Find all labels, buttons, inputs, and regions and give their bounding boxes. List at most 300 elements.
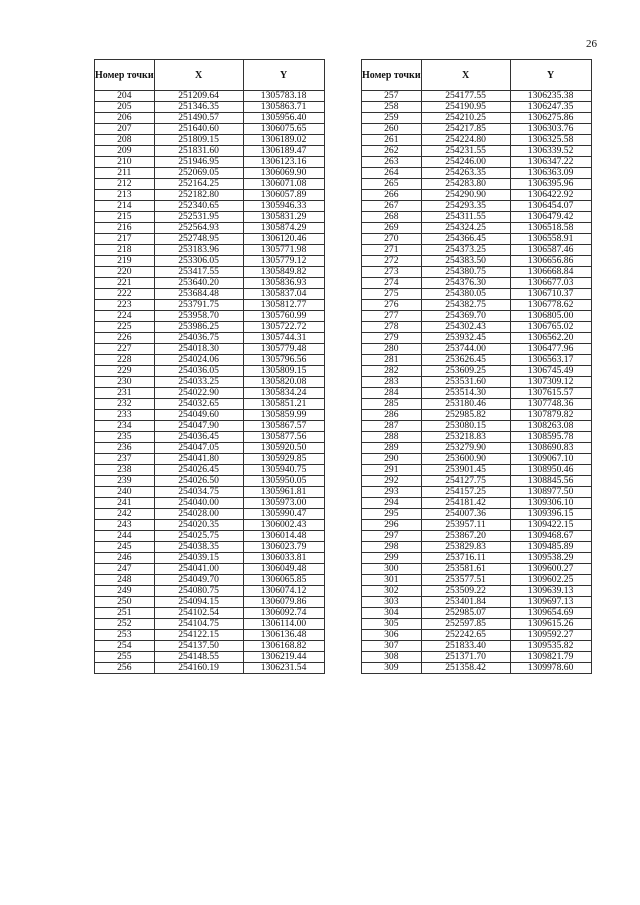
point-number-cell: 227 bbox=[95, 344, 155, 355]
y-coordinate-cell: 1305940.75 bbox=[243, 465, 324, 476]
point-number-cell: 285 bbox=[362, 399, 422, 410]
point-number-cell: 224 bbox=[95, 311, 155, 322]
y-coordinate-cell: 1305796.56 bbox=[243, 355, 324, 366]
table-row bbox=[362, 509, 592, 520]
x-coordinate-cell: 254025.75 bbox=[154, 531, 243, 542]
table-row bbox=[95, 102, 325, 113]
x-coordinate-cell: 253417.55 bbox=[154, 267, 243, 278]
x-coordinate-cell: 254376.30 bbox=[421, 278, 510, 289]
y-coordinate-cell: 1305812.77 bbox=[243, 300, 324, 311]
x-coordinate-cell: 254382.75 bbox=[421, 300, 510, 311]
x-coordinate-cell: 253957.11 bbox=[421, 520, 510, 531]
point-number-cell: 296 bbox=[362, 520, 422, 531]
y-coordinate-cell: 1306120.46 bbox=[243, 234, 324, 245]
point-number-cell: 286 bbox=[362, 410, 422, 421]
table-row bbox=[362, 333, 592, 344]
y-coordinate-cell: 1306745.49 bbox=[510, 366, 591, 377]
table-row bbox=[95, 531, 325, 542]
point-number-cell: 256 bbox=[95, 663, 155, 674]
y-coordinate-cell: 1306074.12 bbox=[243, 586, 324, 597]
table-row bbox=[362, 388, 592, 399]
table-row bbox=[95, 586, 325, 597]
table-row bbox=[362, 234, 592, 245]
x-coordinate-cell: 251490.57 bbox=[154, 113, 243, 124]
table-row bbox=[95, 256, 325, 267]
table-row bbox=[362, 630, 592, 641]
table-row bbox=[362, 91, 592, 102]
point-number-cell: 291 bbox=[362, 465, 422, 476]
x-coordinate-cell: 254026.45 bbox=[154, 465, 243, 476]
x-coordinate-cell: 254020.35 bbox=[154, 520, 243, 531]
page-number: 26 bbox=[586, 38, 597, 50]
y-coordinate-cell: 1306587.46 bbox=[510, 245, 591, 256]
point-number-cell: 303 bbox=[362, 597, 422, 608]
table-row bbox=[362, 641, 592, 652]
table-row bbox=[362, 531, 592, 542]
table-row bbox=[95, 487, 325, 498]
point-number-cell: 305 bbox=[362, 619, 422, 630]
y-coordinate-cell: 1305961.81 bbox=[243, 487, 324, 498]
table-row bbox=[95, 146, 325, 157]
point-number-cell: 220 bbox=[95, 267, 155, 278]
table-row bbox=[95, 113, 325, 124]
point-number-cell: 266 bbox=[362, 190, 422, 201]
y-coordinate-cell: 1306477.96 bbox=[510, 344, 591, 355]
point-number-cell: 304 bbox=[362, 608, 422, 619]
x-coordinate-cell: 253932.45 bbox=[421, 333, 510, 344]
point-number-cell: 207 bbox=[95, 124, 155, 135]
header-point-number: Номер точки bbox=[95, 60, 155, 91]
point-number-cell: 267 bbox=[362, 201, 422, 212]
y-coordinate-cell: 1306710.37 bbox=[510, 289, 591, 300]
x-coordinate-cell: 251809.15 bbox=[154, 135, 243, 146]
point-number-cell: 226 bbox=[95, 333, 155, 344]
y-coordinate-cell: 1306563.17 bbox=[510, 355, 591, 366]
x-coordinate-cell: 254036.05 bbox=[154, 366, 243, 377]
x-coordinate-cell: 254026.50 bbox=[154, 476, 243, 487]
x-coordinate-cell: 253514.30 bbox=[421, 388, 510, 399]
x-coordinate-cell: 253306.05 bbox=[154, 256, 243, 267]
y-coordinate-cell: 1305929.85 bbox=[243, 454, 324, 465]
table-row bbox=[95, 619, 325, 630]
point-number-cell: 295 bbox=[362, 509, 422, 520]
y-coordinate-cell: 1306656.86 bbox=[510, 256, 591, 267]
x-coordinate-cell: 254137.50 bbox=[154, 641, 243, 652]
y-coordinate-cell: 1306363.09 bbox=[510, 168, 591, 179]
table-row bbox=[362, 421, 592, 432]
table-row bbox=[362, 157, 592, 168]
table-row bbox=[362, 212, 592, 223]
y-coordinate-cell: 1305973.00 bbox=[243, 498, 324, 509]
y-coordinate-cell: 1308845.56 bbox=[510, 476, 591, 487]
table-row bbox=[95, 520, 325, 531]
point-number-cell: 243 bbox=[95, 520, 155, 531]
x-coordinate-cell: 253791.75 bbox=[154, 300, 243, 311]
y-coordinate-cell: 1305837.04 bbox=[243, 289, 324, 300]
point-number-cell: 265 bbox=[362, 179, 422, 190]
point-number-cell: 254 bbox=[95, 641, 155, 652]
point-number-cell: 274 bbox=[362, 278, 422, 289]
table-row bbox=[362, 124, 592, 135]
table-row bbox=[95, 663, 325, 674]
x-coordinate-cell: 254148.55 bbox=[154, 652, 243, 663]
table-row bbox=[95, 542, 325, 553]
y-coordinate-cell: 1305863.71 bbox=[243, 102, 324, 113]
point-number-cell: 269 bbox=[362, 223, 422, 234]
table-row bbox=[95, 355, 325, 366]
point-number-cell: 290 bbox=[362, 454, 422, 465]
point-number-cell: 215 bbox=[95, 212, 155, 223]
table-header-row bbox=[362, 60, 592, 91]
table-row bbox=[95, 234, 325, 245]
table-row bbox=[362, 564, 592, 575]
table-row bbox=[95, 124, 325, 135]
y-coordinate-cell: 1309396.15 bbox=[510, 509, 591, 520]
y-coordinate-cell: 1305744.31 bbox=[243, 333, 324, 344]
y-coordinate-cell: 1306002.43 bbox=[243, 520, 324, 531]
y-coordinate-cell: 1305783.18 bbox=[243, 91, 324, 102]
header-y: Y bbox=[243, 60, 324, 91]
table-row bbox=[95, 630, 325, 641]
y-coordinate-cell: 1305836.93 bbox=[243, 278, 324, 289]
table-row bbox=[95, 421, 325, 432]
y-coordinate-cell: 1306049.48 bbox=[243, 564, 324, 575]
y-coordinate-cell: 1305874.29 bbox=[243, 223, 324, 234]
y-coordinate-cell: 1306558.91 bbox=[510, 234, 591, 245]
x-coordinate-cell: 253401.84 bbox=[421, 597, 510, 608]
x-coordinate-cell: 251831.60 bbox=[154, 146, 243, 157]
table-row bbox=[362, 575, 592, 586]
y-coordinate-cell: 1306562.20 bbox=[510, 333, 591, 344]
point-number-cell: 239 bbox=[95, 476, 155, 487]
point-number-cell: 309 bbox=[362, 663, 422, 674]
x-coordinate-cell: 251346.35 bbox=[154, 102, 243, 113]
y-coordinate-cell: 1309978.60 bbox=[510, 663, 591, 674]
point-number-cell: 219 bbox=[95, 256, 155, 267]
y-coordinate-cell: 1309654.69 bbox=[510, 608, 591, 619]
table-row bbox=[95, 608, 325, 619]
table-row bbox=[95, 344, 325, 355]
header-y: Y bbox=[510, 60, 591, 91]
y-coordinate-cell: 1306395.96 bbox=[510, 179, 591, 190]
x-coordinate-cell: 252985.07 bbox=[421, 608, 510, 619]
point-number-cell: 280 bbox=[362, 344, 422, 355]
y-coordinate-cell: 1305849.82 bbox=[243, 267, 324, 278]
point-number-cell: 260 bbox=[362, 124, 422, 135]
y-coordinate-cell: 1306219.44 bbox=[243, 652, 324, 663]
y-coordinate-cell: 1305831.29 bbox=[243, 212, 324, 223]
point-number-cell: 281 bbox=[362, 355, 422, 366]
x-coordinate-cell: 251371.70 bbox=[421, 652, 510, 663]
table-row bbox=[362, 586, 592, 597]
y-coordinate-cell: 1306325.58 bbox=[510, 135, 591, 146]
table-row bbox=[95, 641, 325, 652]
table-row bbox=[362, 223, 592, 234]
point-number-cell: 298 bbox=[362, 542, 422, 553]
point-number-cell: 275 bbox=[362, 289, 422, 300]
x-coordinate-cell: 254224.80 bbox=[421, 135, 510, 146]
table-row bbox=[95, 212, 325, 223]
x-coordinate-cell: 254210.25 bbox=[421, 113, 510, 124]
table-row bbox=[362, 608, 592, 619]
point-number-cell: 264 bbox=[362, 168, 422, 179]
y-coordinate-cell: 1306347.22 bbox=[510, 157, 591, 168]
y-coordinate-cell: 1309602.25 bbox=[510, 575, 591, 586]
table-row bbox=[362, 553, 592, 564]
x-coordinate-cell: 254028.00 bbox=[154, 509, 243, 520]
x-coordinate-cell: 253183.96 bbox=[154, 245, 243, 256]
x-coordinate-cell: 252564.93 bbox=[154, 223, 243, 234]
y-coordinate-cell: 1308595.78 bbox=[510, 432, 591, 443]
x-coordinate-cell: 254373.25 bbox=[421, 245, 510, 256]
x-coordinate-cell: 254049.60 bbox=[154, 410, 243, 421]
point-number-cell: 259 bbox=[362, 113, 422, 124]
y-coordinate-cell: 1306231.54 bbox=[243, 663, 324, 674]
table-row bbox=[362, 410, 592, 421]
x-coordinate-cell: 254007.36 bbox=[421, 509, 510, 520]
point-number-cell: 277 bbox=[362, 311, 422, 322]
x-coordinate-cell: 252597.85 bbox=[421, 619, 510, 630]
table-row bbox=[95, 168, 325, 179]
point-number-cell: 245 bbox=[95, 542, 155, 553]
point-number-cell: 211 bbox=[95, 168, 155, 179]
point-number-cell: 255 bbox=[95, 652, 155, 663]
x-coordinate-cell: 253531.60 bbox=[421, 377, 510, 388]
x-coordinate-cell: 254047.90 bbox=[154, 421, 243, 432]
x-coordinate-cell: 254041.00 bbox=[154, 564, 243, 575]
table-row bbox=[362, 597, 592, 608]
point-number-cell: 271 bbox=[362, 245, 422, 256]
table-row bbox=[362, 465, 592, 476]
x-coordinate-cell: 252985.82 bbox=[421, 410, 510, 421]
table-row bbox=[95, 278, 325, 289]
table-row bbox=[95, 652, 325, 663]
y-coordinate-cell: 1306123.16 bbox=[243, 157, 324, 168]
point-number-cell: 217 bbox=[95, 234, 155, 245]
y-coordinate-cell: 1305990.47 bbox=[243, 509, 324, 520]
y-coordinate-cell: 1306114.00 bbox=[243, 619, 324, 630]
table-row bbox=[362, 146, 592, 157]
point-number-cell: 221 bbox=[95, 278, 155, 289]
table-row bbox=[95, 201, 325, 212]
table-row bbox=[362, 542, 592, 553]
x-coordinate-cell: 253600.90 bbox=[421, 454, 510, 465]
x-coordinate-cell: 253218.83 bbox=[421, 432, 510, 443]
point-number-cell: 214 bbox=[95, 201, 155, 212]
table-row bbox=[362, 476, 592, 487]
y-coordinate-cell: 1306339.52 bbox=[510, 146, 591, 157]
x-coordinate-cell: 254127.75 bbox=[421, 476, 510, 487]
table-row bbox=[362, 245, 592, 256]
table-row bbox=[362, 619, 592, 630]
y-coordinate-cell: 1309306.10 bbox=[510, 498, 591, 509]
y-coordinate-cell: 1309592.27 bbox=[510, 630, 591, 641]
x-coordinate-cell: 252340.65 bbox=[154, 201, 243, 212]
point-number-cell: 236 bbox=[95, 443, 155, 454]
x-coordinate-cell: 254039.15 bbox=[154, 553, 243, 564]
table-row bbox=[362, 454, 592, 465]
x-coordinate-cell: 254383.50 bbox=[421, 256, 510, 267]
x-coordinate-cell: 252069.05 bbox=[154, 168, 243, 179]
point-number-cell: 273 bbox=[362, 267, 422, 278]
y-coordinate-cell: 1306168.82 bbox=[243, 641, 324, 652]
y-coordinate-cell: 1306805.00 bbox=[510, 311, 591, 322]
table-row bbox=[95, 322, 325, 333]
table-row bbox=[95, 432, 325, 443]
x-coordinate-cell: 252182.80 bbox=[154, 190, 243, 201]
x-coordinate-cell: 253901.45 bbox=[421, 465, 510, 476]
x-coordinate-cell: 254369.70 bbox=[421, 311, 510, 322]
x-coordinate-cell: 251946.95 bbox=[154, 157, 243, 168]
point-number-cell: 278 bbox=[362, 322, 422, 333]
y-coordinate-cell: 1306275.86 bbox=[510, 113, 591, 124]
x-coordinate-cell: 254094.15 bbox=[154, 597, 243, 608]
y-coordinate-cell: 1306075.65 bbox=[243, 124, 324, 135]
point-number-cell: 229 bbox=[95, 366, 155, 377]
table-row bbox=[362, 267, 592, 278]
point-number-cell: 279 bbox=[362, 333, 422, 344]
x-coordinate-cell: 254157.25 bbox=[421, 487, 510, 498]
x-coordinate-cell: 254246.00 bbox=[421, 157, 510, 168]
x-coordinate-cell: 254033.25 bbox=[154, 377, 243, 388]
point-number-cell: 225 bbox=[95, 322, 155, 333]
table-row bbox=[362, 366, 592, 377]
y-coordinate-cell: 1307879.82 bbox=[510, 410, 591, 421]
table-row bbox=[95, 190, 325, 201]
point-number-cell: 244 bbox=[95, 531, 155, 542]
x-coordinate-cell: 253626.45 bbox=[421, 355, 510, 366]
table-row bbox=[362, 190, 592, 201]
point-number-cell: 272 bbox=[362, 256, 422, 267]
point-number-cell: 293 bbox=[362, 487, 422, 498]
point-number-cell: 294 bbox=[362, 498, 422, 509]
table-header-row bbox=[95, 60, 325, 91]
point-number-cell: 246 bbox=[95, 553, 155, 564]
table-row bbox=[95, 388, 325, 399]
x-coordinate-cell: 253577.51 bbox=[421, 575, 510, 586]
table-row bbox=[362, 498, 592, 509]
x-coordinate-cell: 254080.75 bbox=[154, 586, 243, 597]
table-row bbox=[95, 498, 325, 509]
point-number-cell: 213 bbox=[95, 190, 155, 201]
y-coordinate-cell: 1305859.99 bbox=[243, 410, 324, 421]
point-number-cell: 252 bbox=[95, 619, 155, 630]
point-number-cell: 230 bbox=[95, 377, 155, 388]
x-coordinate-cell: 254038.35 bbox=[154, 542, 243, 553]
point-number-cell: 270 bbox=[362, 234, 422, 245]
point-number-cell: 282 bbox=[362, 366, 422, 377]
x-coordinate-cell: 251640.60 bbox=[154, 124, 243, 135]
point-number-cell: 235 bbox=[95, 432, 155, 443]
x-coordinate-cell: 254032.65 bbox=[154, 399, 243, 410]
point-number-cell: 302 bbox=[362, 586, 422, 597]
table-row bbox=[95, 91, 325, 102]
y-coordinate-cell: 1306069.90 bbox=[243, 168, 324, 179]
x-coordinate-cell: 253609.25 bbox=[421, 366, 510, 377]
y-coordinate-cell: 1305920.50 bbox=[243, 443, 324, 454]
header-x: X bbox=[421, 60, 510, 91]
y-coordinate-cell: 1306765.02 bbox=[510, 322, 591, 333]
point-number-cell: 276 bbox=[362, 300, 422, 311]
point-number-cell: 299 bbox=[362, 553, 422, 564]
x-coordinate-cell: 254049.70 bbox=[154, 575, 243, 586]
table-row bbox=[362, 179, 592, 190]
y-coordinate-cell: 1306092.74 bbox=[243, 608, 324, 619]
y-coordinate-cell: 1306136.48 bbox=[243, 630, 324, 641]
x-coordinate-cell: 254311.55 bbox=[421, 212, 510, 223]
y-coordinate-cell: 1305820.08 bbox=[243, 377, 324, 388]
x-coordinate-cell: 254283.80 bbox=[421, 179, 510, 190]
y-coordinate-cell: 1305760.99 bbox=[243, 311, 324, 322]
x-coordinate-cell: 254231.55 bbox=[421, 146, 510, 157]
y-coordinate-cell: 1305851.21 bbox=[243, 399, 324, 410]
x-coordinate-cell: 254302.43 bbox=[421, 322, 510, 333]
x-coordinate-cell: 252164.25 bbox=[154, 179, 243, 190]
point-number-cell: 247 bbox=[95, 564, 155, 575]
y-coordinate-cell: 1305950.05 bbox=[243, 476, 324, 487]
x-coordinate-cell: 254190.95 bbox=[421, 102, 510, 113]
point-number-cell: 231 bbox=[95, 388, 155, 399]
x-coordinate-cell: 254022.90 bbox=[154, 388, 243, 399]
x-coordinate-cell: 254024.06 bbox=[154, 355, 243, 366]
table-row bbox=[95, 366, 325, 377]
y-coordinate-cell: 1306057.89 bbox=[243, 190, 324, 201]
y-coordinate-cell: 1305877.56 bbox=[243, 432, 324, 443]
y-coordinate-cell: 1309468.67 bbox=[510, 531, 591, 542]
point-number-cell: 216 bbox=[95, 223, 155, 234]
point-number-cell: 228 bbox=[95, 355, 155, 366]
point-number-cell: 222 bbox=[95, 289, 155, 300]
y-coordinate-cell: 1309821.79 bbox=[510, 652, 591, 663]
x-coordinate-cell: 254366.45 bbox=[421, 234, 510, 245]
table-row bbox=[362, 278, 592, 289]
table-row bbox=[362, 652, 592, 663]
point-number-cell: 306 bbox=[362, 630, 422, 641]
table-row bbox=[95, 135, 325, 146]
point-number-cell: 288 bbox=[362, 432, 422, 443]
y-coordinate-cell: 1306303.76 bbox=[510, 124, 591, 135]
table-row bbox=[95, 333, 325, 344]
y-coordinate-cell: 1306079.86 bbox=[243, 597, 324, 608]
y-coordinate-cell: 1309697.13 bbox=[510, 597, 591, 608]
x-coordinate-cell: 254380.05 bbox=[421, 289, 510, 300]
table-row bbox=[95, 399, 325, 410]
x-coordinate-cell: 253958.70 bbox=[154, 311, 243, 322]
y-coordinate-cell: 1306454.07 bbox=[510, 201, 591, 212]
x-coordinate-cell: 254122.15 bbox=[154, 630, 243, 641]
point-number-cell: 258 bbox=[362, 102, 422, 113]
y-coordinate-cell: 1307309.12 bbox=[510, 377, 591, 388]
point-number-cell: 238 bbox=[95, 465, 155, 476]
x-coordinate-cell: 254160.19 bbox=[154, 663, 243, 674]
y-coordinate-cell: 1309535.82 bbox=[510, 641, 591, 652]
point-number-cell: 212 bbox=[95, 179, 155, 190]
table-row bbox=[95, 597, 325, 608]
y-coordinate-cell: 1305946.33 bbox=[243, 201, 324, 212]
x-coordinate-cell: 254293.35 bbox=[421, 201, 510, 212]
point-number-cell: 218 bbox=[95, 245, 155, 256]
x-coordinate-cell: 254104.75 bbox=[154, 619, 243, 630]
point-number-cell: 241 bbox=[95, 498, 155, 509]
x-coordinate-cell: 253509.22 bbox=[421, 586, 510, 597]
x-coordinate-cell: 252748.95 bbox=[154, 234, 243, 245]
table-row bbox=[95, 443, 325, 454]
point-number-cell: 287 bbox=[362, 421, 422, 432]
x-coordinate-cell: 254380.75 bbox=[421, 267, 510, 278]
y-coordinate-cell: 1306247.35 bbox=[510, 102, 591, 113]
x-coordinate-cell: 253279.90 bbox=[421, 443, 510, 454]
x-coordinate-cell: 253640.20 bbox=[154, 278, 243, 289]
